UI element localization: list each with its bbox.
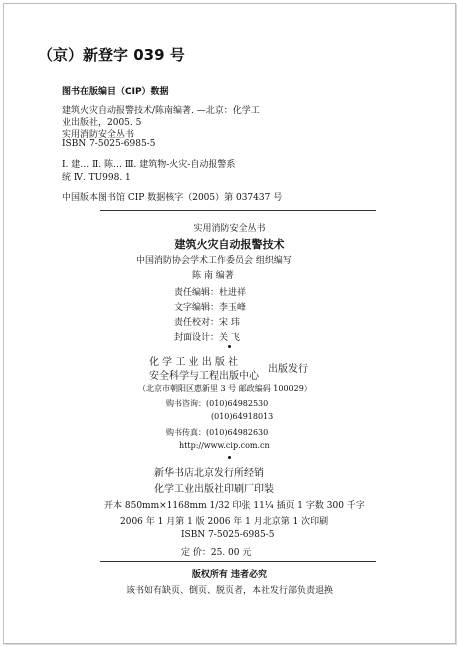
distributor: 新华书店北京发行所经销 [154,468,264,479]
editor-proofreader-label: 责任校对： [174,318,220,328]
cip-entry-line2: 业出版社，2005. 5 [62,118,142,128]
publisher-website: http://www.cip.com.cn [179,441,270,450]
purchase-fax-tel: (010)64982630 [206,428,269,437]
editor-text [174,300,246,313]
purchase-consult-tel2: (010)64918013 [211,412,274,421]
purchase-consult-label: 购书咨询： [166,399,206,408]
format-specs: 开本 850mm×1168mm 1/32 印张 11¼ 插页 1 字数 300 千字 [104,501,365,511]
editor-cover [174,330,240,343]
editor-responsible [174,285,246,298]
separator-dot-2 [228,456,231,459]
edition-info: 2006 年 1 月第 1 版 2006 年 1 月北京第 1 次印刷 [120,517,329,527]
editor-cover-name: 关 飞 [219,333,240,343]
cip-heading: 图书在版编目（CIP）数据 [62,87,169,97]
purchase-fax-label: 购书传真： [166,428,206,437]
cip-isbn: ISBN 7-5025-6985-5 [62,139,156,149]
purchase-fax [166,427,268,438]
publisher-action: 出版发行 [268,364,308,375]
cip-entry-line1: 建筑火灾自动报警技术/陈南编著. —北京：化学工 [62,106,260,116]
price: 定 价：25. 00 元 [181,548,252,558]
return-notice: 该书如有缺页、倒页、脱页者，本社发行部负责退换 [125,586,333,596]
organizer: 中国消防协会学术工作委员会 组织编写 [136,256,292,266]
publisher-name-1: 化 学 工 业 出 版 社 [149,357,239,368]
license-number: （京）新登字 039 号 [38,46,185,64]
editor-responsible-name: 杜进祥 [219,288,247,298]
top-divider [100,210,376,211]
cip-subject-line1: Ⅰ. 建… Ⅱ. 陈… Ⅲ. 建筑物-火灾-自动报警系 [62,160,236,170]
editor-text-label: 文字编辑： [174,303,220,313]
series-name: 实用消防安全丛书 [193,224,266,234]
editor-responsible-label: 责任编辑： [174,288,220,298]
editor-proofreader [174,315,240,328]
editor-text-name: 李玉峰 [219,303,247,313]
cip-record-number: 中国版本图书馆 CIP 数据核字（2005）第 037437 号 [62,193,283,203]
cip-entry-line3: 实用消防安全丛书 [62,130,135,140]
purchase-consult-tel1: (010)64982530 [206,399,269,408]
editor-cover-label: 封面设计： [174,333,220,343]
author: 陈 南 编著 [192,271,234,281]
separator-dot-1 [228,345,231,348]
specs-isbn: ISBN 7-5025-6985-5 [181,530,275,540]
book-title: 建筑火灾自动报警技术 [174,238,285,251]
purchase-consult [166,398,268,409]
rights-reserved: 版权所有 违者必究 [191,570,268,580]
publisher-address: （北京市朝阳区惠新里 3 号 邮政编码 100029） [138,384,312,393]
publisher-name-2: 安全科学与工程出版中心 [149,371,259,382]
printer: 化学工业出版社印刷厂印装 [154,484,274,495]
cip-subject-line2: 统 Ⅳ. TU998. 1 [62,173,131,183]
bottom-divider [100,561,376,562]
editor-proofreader-name: 宋 玮 [219,318,240,328]
